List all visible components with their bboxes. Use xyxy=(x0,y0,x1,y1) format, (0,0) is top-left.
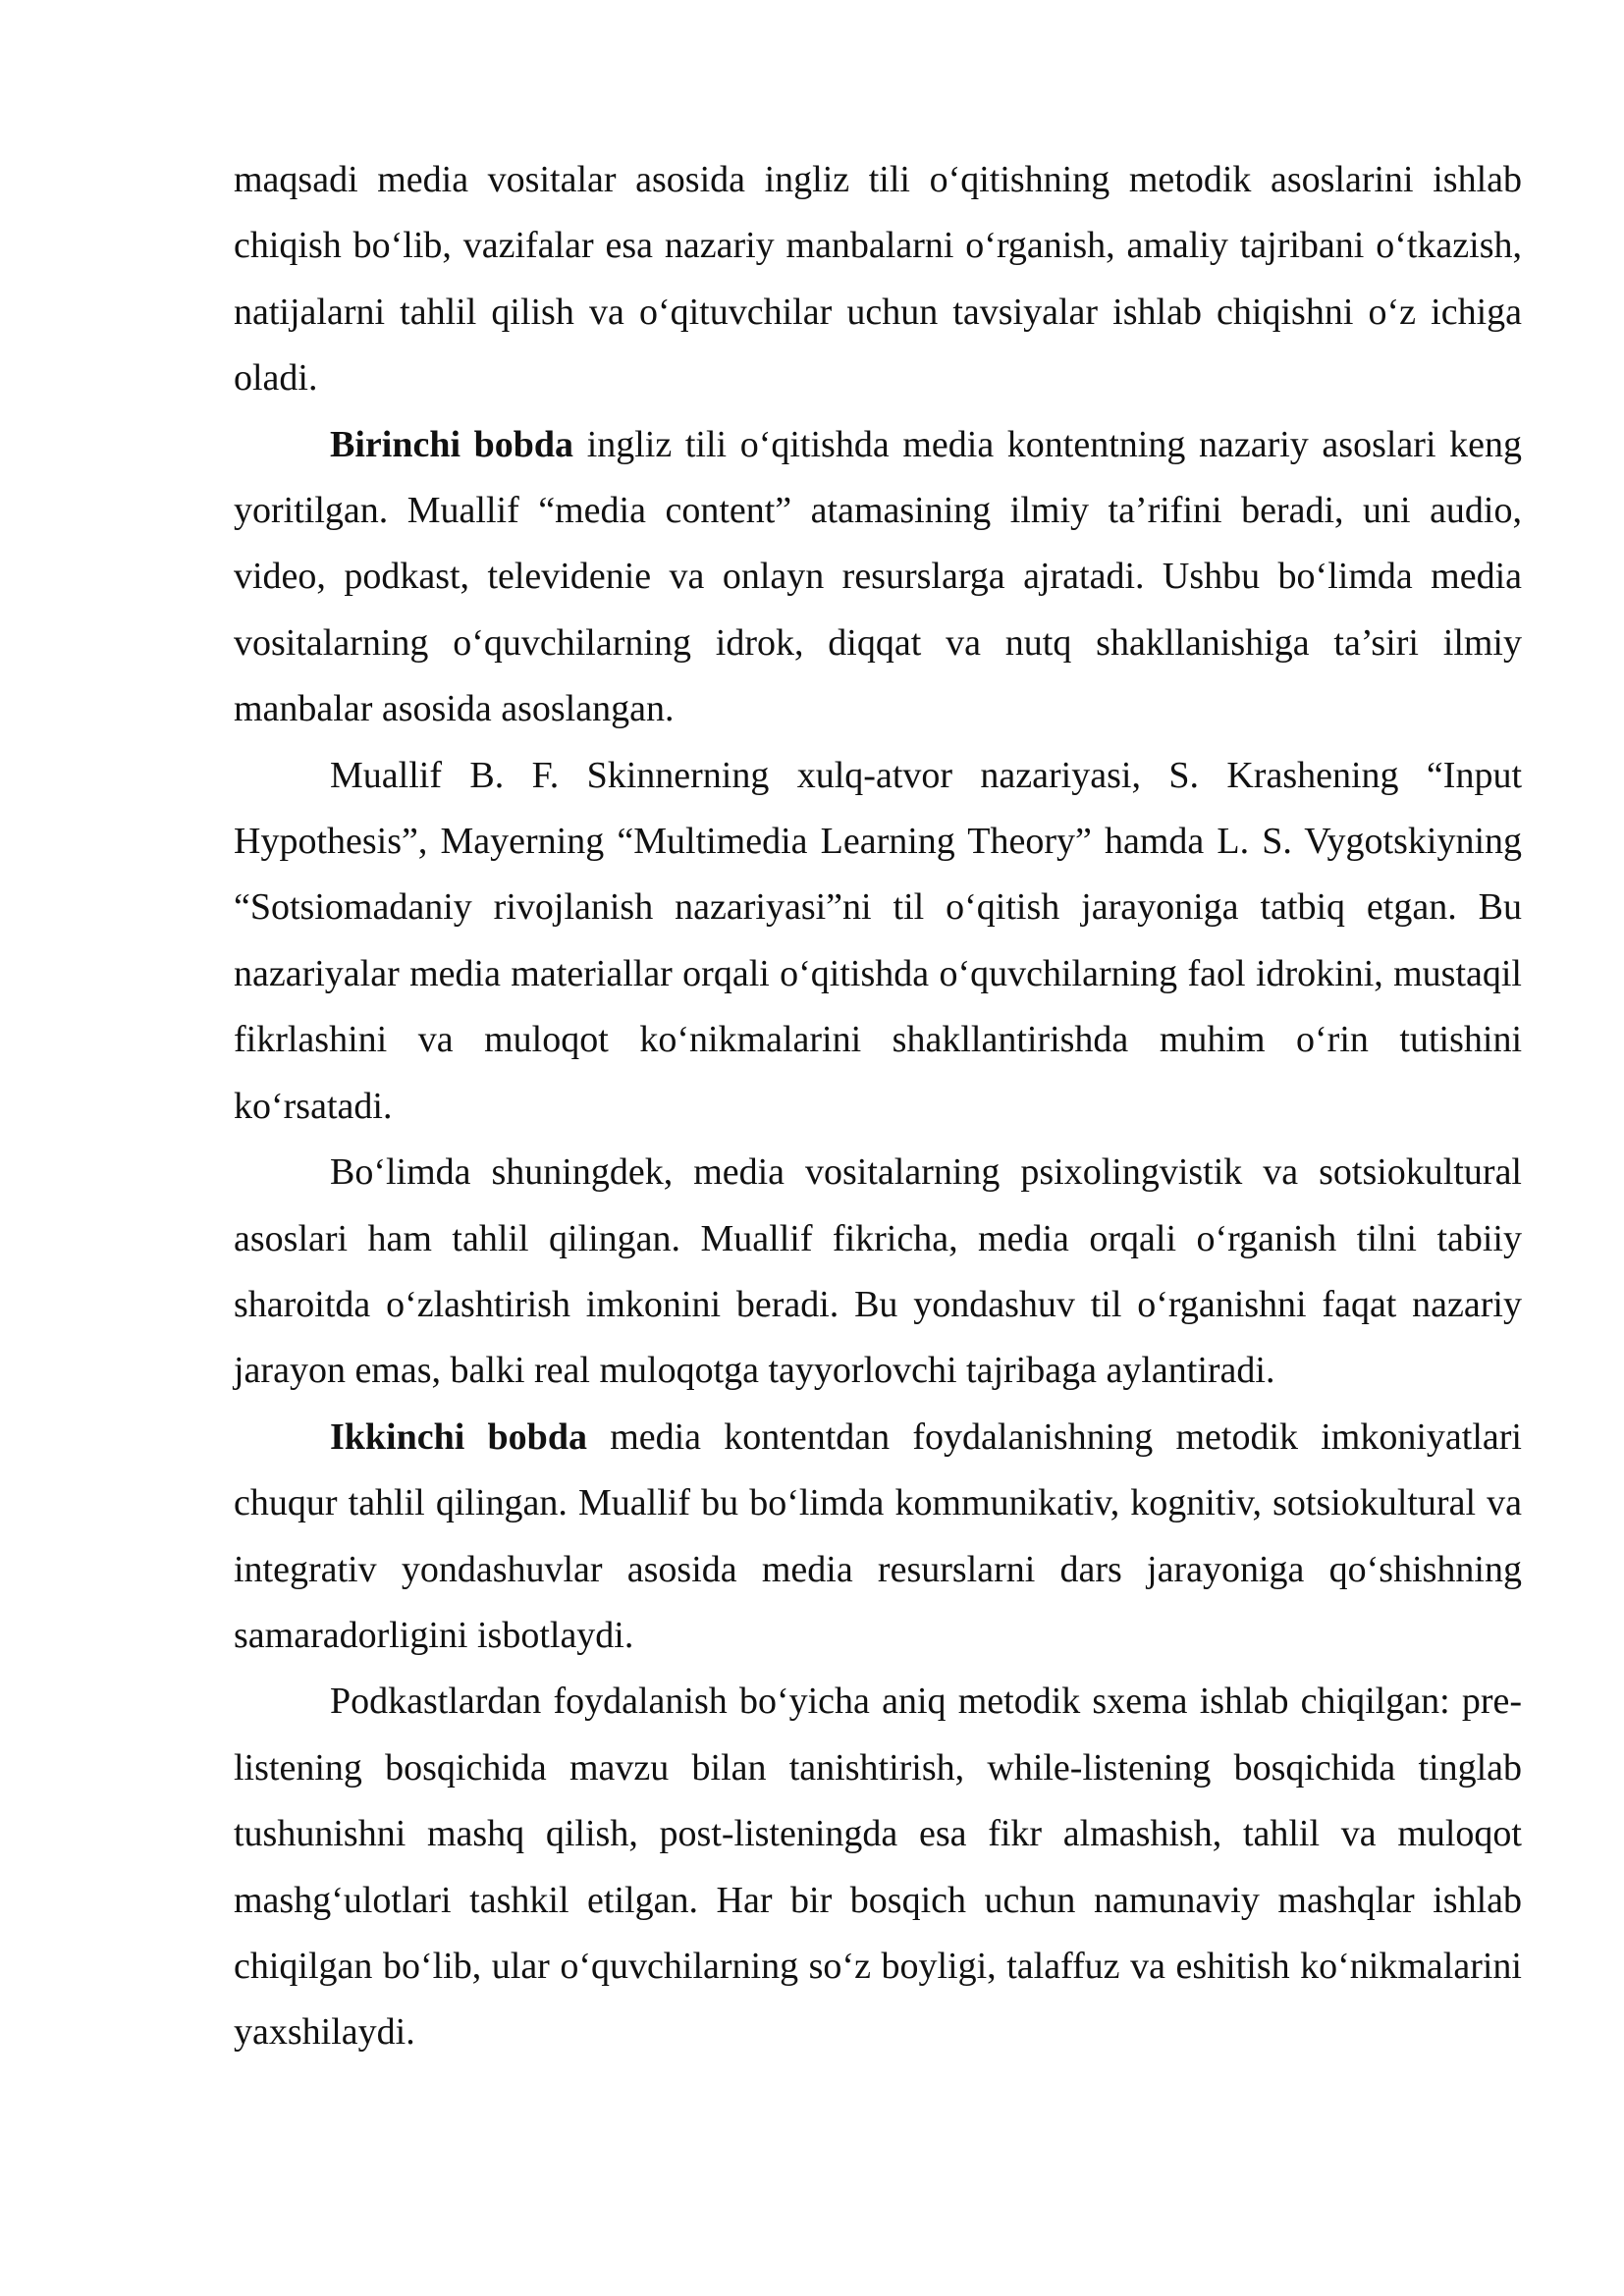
paragraph-theories xyxy=(234,743,1522,1140)
paragraph-podcasts xyxy=(234,1669,1522,2065)
paragraph-text: Bo‘limda shuningdek, media vositalarning psixolingvistik va sotsiokultural asoslari ham tahlil qilingan. Muallif fikricha, media orqali o‘rganish tilni tabiiy sharoitda o‘zlashtirish imkonini beradi. Bu yondashuv til o‘rganishni faqat nazariy jarayon emas, balki real muloqotga tayyorlovchi tajribaga aylantiradi. xyxy=(234,1151,1522,1392)
paragraph-chapter-two xyxy=(234,1405,1522,1670)
chapter-two-lead: Ikkinchi bobda xyxy=(330,1415,587,1458)
chapter-one-lead: Birinchi bobda xyxy=(330,423,574,465)
paragraph-psycholinguistic xyxy=(234,1140,1522,1405)
paragraph-text: ingliz tili o‘qitishda media kontentning nazariy asoslari keng yoritilgan. Muallif “media content” atamasining ilmiy ta’rifini beradi, uni audio, video, podkast, televidenie va onlayn resurslarga ajratadi. Ushbu bo‘limda media vositalarning o‘quvchilarning idrok, diqqat va nutq shakllanishiga ta’siri ilmiy manbalar asosida asoslangan. xyxy=(234,423,1522,730)
paragraph-chapter-one xyxy=(234,412,1522,743)
document-page xyxy=(234,147,1522,2066)
paragraph-text: Muallif B. F. Skinnerning xulq-atvor nazariyasi, S. Krashening “Input Hypothesis”, Mayerning “Multimedia Learning Theory” hamda L. S. Vygotskiyning “Sotsiomadaniy rivojlanish nazariyasi”ni til o‘qitish jarayoniga tatbiq etgan. Bu nazariyalar media materiallar orqali o‘qitishda o‘quvchilarning faol idrokini, mustaqil fikrlashini va muloqot ko‘nikmalarini shakllantirishda muhim o‘rin tutishini ko‘rsatadi. xyxy=(234,754,1522,1127)
paragraph-intro-continued xyxy=(234,147,1522,412)
paragraph-text: Podkastlardan foydalanish bo‘yicha aniq metodik sxema ishlab chiqilgan: pre-listening bosqichida mavzu bilan tanishtirish, while-listening bosqichida tinglab tushunishni mashq qilish, post-listeningda esa fikr almashish, tahlil va muloqot mashg‘ulotlari tashkil etilgan. Har bir bosqich uchun namunaviy mashqlar ishlab chiqilgan bo‘lib, ular o‘quvchilarning so‘z boyligi, talaffuz va eshitish ko‘nikmalarini yaxshilaydi. xyxy=(234,1681,1522,2054)
paragraph-text: media kontentdan foydalanishning metodik imkoniyatlari chuqur tahlil qilingan. Muallif bu bo‘limda kommunikativ, kognitiv, sotsiokultural va integrativ yondashuvlar asosida media resurslarni dars jarayoniga qo‘shishning samaradorligini isbotlaydi. xyxy=(234,1415,1522,1656)
paragraph-text: maqsadi media vositalar asosida ingliz tili o‘qitishning metodik asoslarini ishlab chiqish bo‘lib, vazifalar esa nazariy manbalarni o‘rganish, amaliy tajribani o‘tkazish, natijalarni tahlil qilish va o‘qituvchilar uchun tavsiyalar ishlab chiqishni o‘z ichiga oladi. xyxy=(234,159,1522,400)
